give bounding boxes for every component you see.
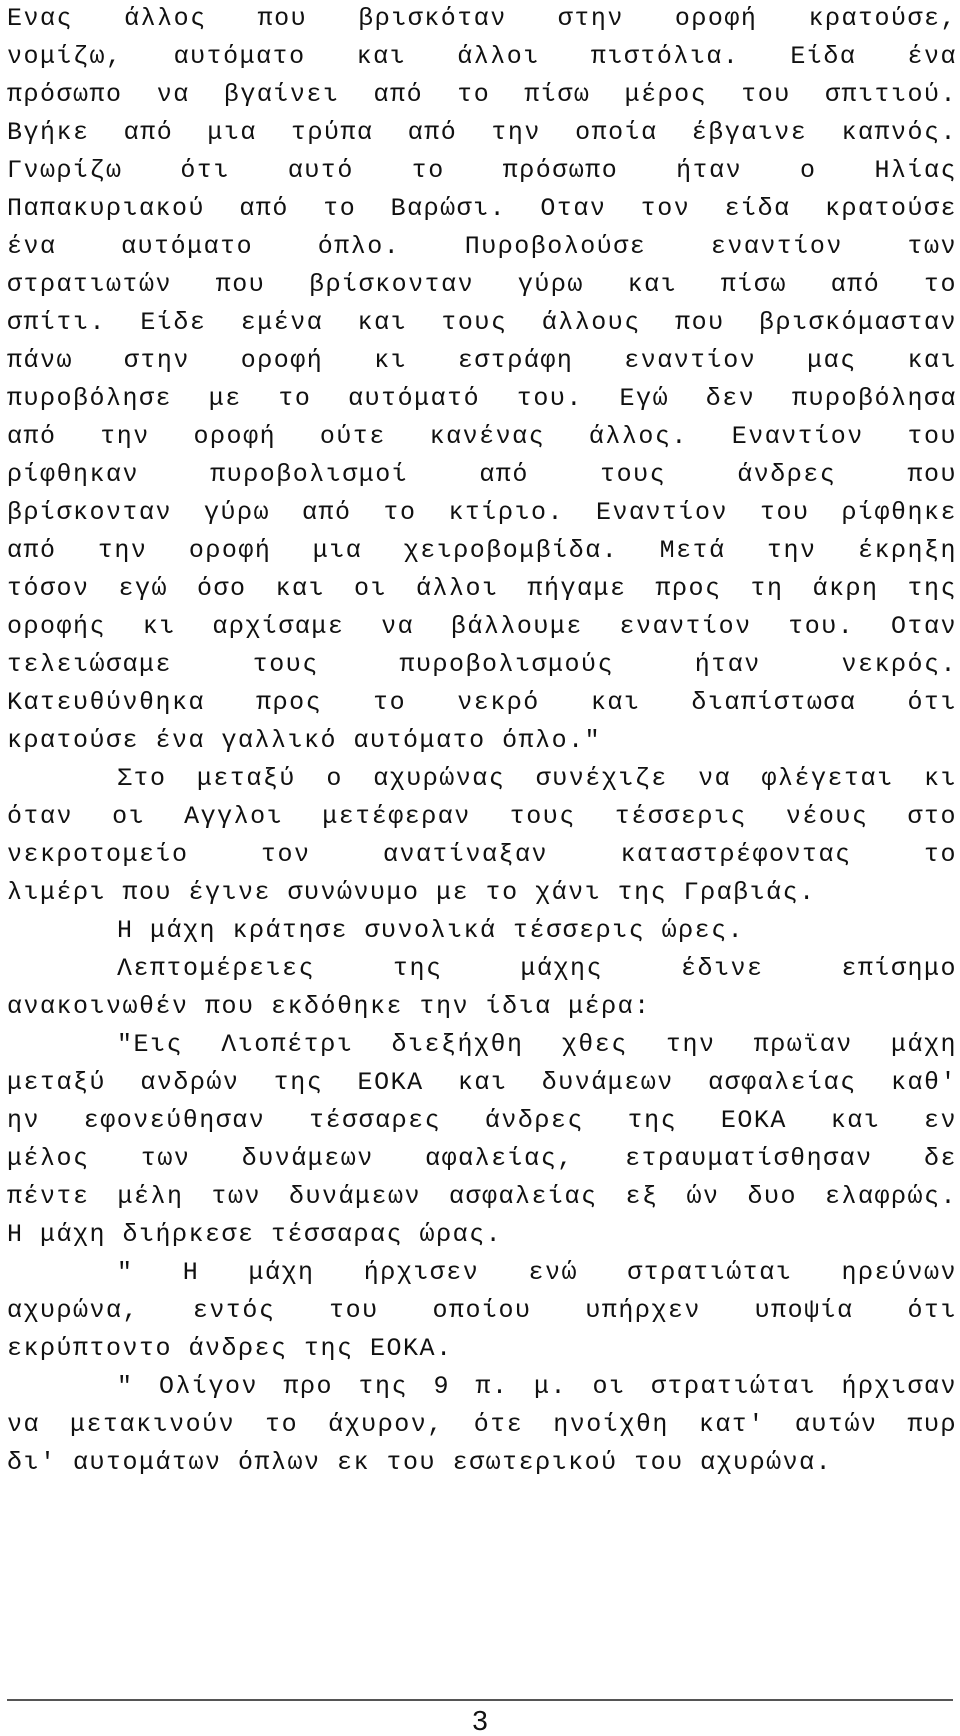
text-line: Κατευθύνθηκα προς το νεκρό και διαπίστωσα ότι [7, 688, 957, 717]
text-line: λιμέρι που έγινε συνώνυμο με το χάνι της Γραβιάς. [7, 878, 816, 907]
text-line: από την οροφή μια χειροβομβίδα. Μετά την έκρηξη [7, 536, 957, 565]
text-line: δι' αυτομάτων όπλων εκ του εσωτερικού του αχυρώνα. [7, 1448, 833, 1477]
text-line: μεταξύ ανδρών της ΕΟΚΑ και δυνάμεων ασφαλείας καθ' [7, 1068, 957, 1097]
text-line: μέλος των δυνάμεων αφαλείας, ετραυματίσθησαν δε [7, 1144, 957, 1173]
text-line: Στο μεταξύ ο αχυρώνας συνέχιζε να φλέγεται κι [117, 764, 957, 793]
text-line: Η μάχη κράτησε συνολικά τέσσερις ώρες. [117, 916, 745, 945]
text-line: τελειώσαμε τους πυροβολισμούς ήταν νεκρός. [7, 650, 957, 679]
text-line: Η μάχη διήρκεσε τέσσαρας ώρας. [7, 1220, 503, 1249]
text-line: Βγήκε από μια τρύπα από την οποία έβγαινε καπνός. [7, 118, 957, 147]
text-line: κρατούσε ένα γαλλικό αυτόματο όπλο." [7, 726, 602, 755]
text-line: σπίτι. Είδε εμένα και τους άλλους που βρισκόμασταν [7, 308, 957, 337]
text-line: πρόσωπο να βγαίνει από το πίσω μέρος του σπιτιού. [7, 80, 957, 109]
text-line: νεκροτομείο τον ανατίναξαν καταστρέφοντας το [7, 840, 957, 869]
text-line: ένα αυτόματο όπλο. Πυροβολούσε εναντίον των [7, 232, 957, 261]
text-line: ρίφθηκαν πυροβολισμοί από τους άνδρες που [7, 460, 957, 489]
text-line: Παπακυριακού από το Βαρώσι. Οταν τον είδα κρατούσε [7, 194, 957, 223]
page-number: 3 [472, 1705, 488, 1736]
text-line: " Η μάχη ήρχισεν ενώ στρατιώται ηρεύνων [117, 1258, 957, 1287]
text-line: ην εφονεύθησαν τέσσαρες άνδρες της ΕΟΚΑ και εν [7, 1106, 957, 1135]
text-line: τόσον εγώ όσο και οι άλλοι πήγαμε προς τη άκρη της [7, 574, 957, 603]
text-line: πυροβόλησε με το αυτόματό του. Εγώ δεν πυροβόλησα [7, 384, 957, 413]
text-line: βρίσκονταν γύρω από το κτίριο. Εναντίον του ρίφθηκε [7, 498, 957, 527]
text-line: αχυρώνα, εντός του οποίου υπήρχεν υποψία ότι [7, 1296, 957, 1325]
text-line: "Εις Λιοπέτρι διεξήχθη χθες την πρωϊαν μάχη [117, 1030, 957, 1059]
footer-divider [7, 1699, 953, 1701]
text-line: εκρύπτοντο άνδρες της ΕΟΚΑ. [7, 1334, 453, 1363]
text-line: οροφής κι αρχίσαμε να βάλλουμε εναντίον του. Οταν [7, 612, 957, 641]
text-line: Λεπτομέρειες της μάχης έδινε επίσημο [117, 954, 957, 983]
text-line: στρατιωτών που βρίσκονταν γύρω και πίσω από το [7, 270, 957, 299]
text-line: Γνωρίζω ότι αυτό το πρόσωπο ήταν ο Ηλίας [7, 156, 957, 185]
text-line: νομίζω, αυτόματο και άλλοι πιστόλια. Είδα ένα [7, 42, 957, 71]
text-line: από την οροφή ούτε κανένας άλλος. Εναντίον του [7, 422, 957, 451]
text-line: πάνω στην οροφή κι εστράφη εναντίον μας και [7, 346, 957, 375]
text-line: Ενας άλλος που βρισκόταν στην οροφή κρατούσε, [7, 4, 957, 33]
text-line: " Ολίγον προ της 9 π. μ. οι στρατιώται ήρχισαν [117, 1372, 957, 1401]
text-line: ανακοινωθέν που εκδόθηκε την ίδια μέρα: [7, 992, 651, 1021]
text-line: πέντε μέλη των δυνάμεων ασφαλείας εξ ών δυο ελαφρώς. [7, 1182, 957, 1211]
text-line: να μετακινούν το άχυρον, ότε ηνοίχθη κατ' αυτών πυρ [7, 1410, 957, 1439]
text-line: όταν οι Αγγλοι μετέφεραν τους τέσσερις νέους στο [7, 802, 957, 831]
document-body [7, 0, 957, 1482]
